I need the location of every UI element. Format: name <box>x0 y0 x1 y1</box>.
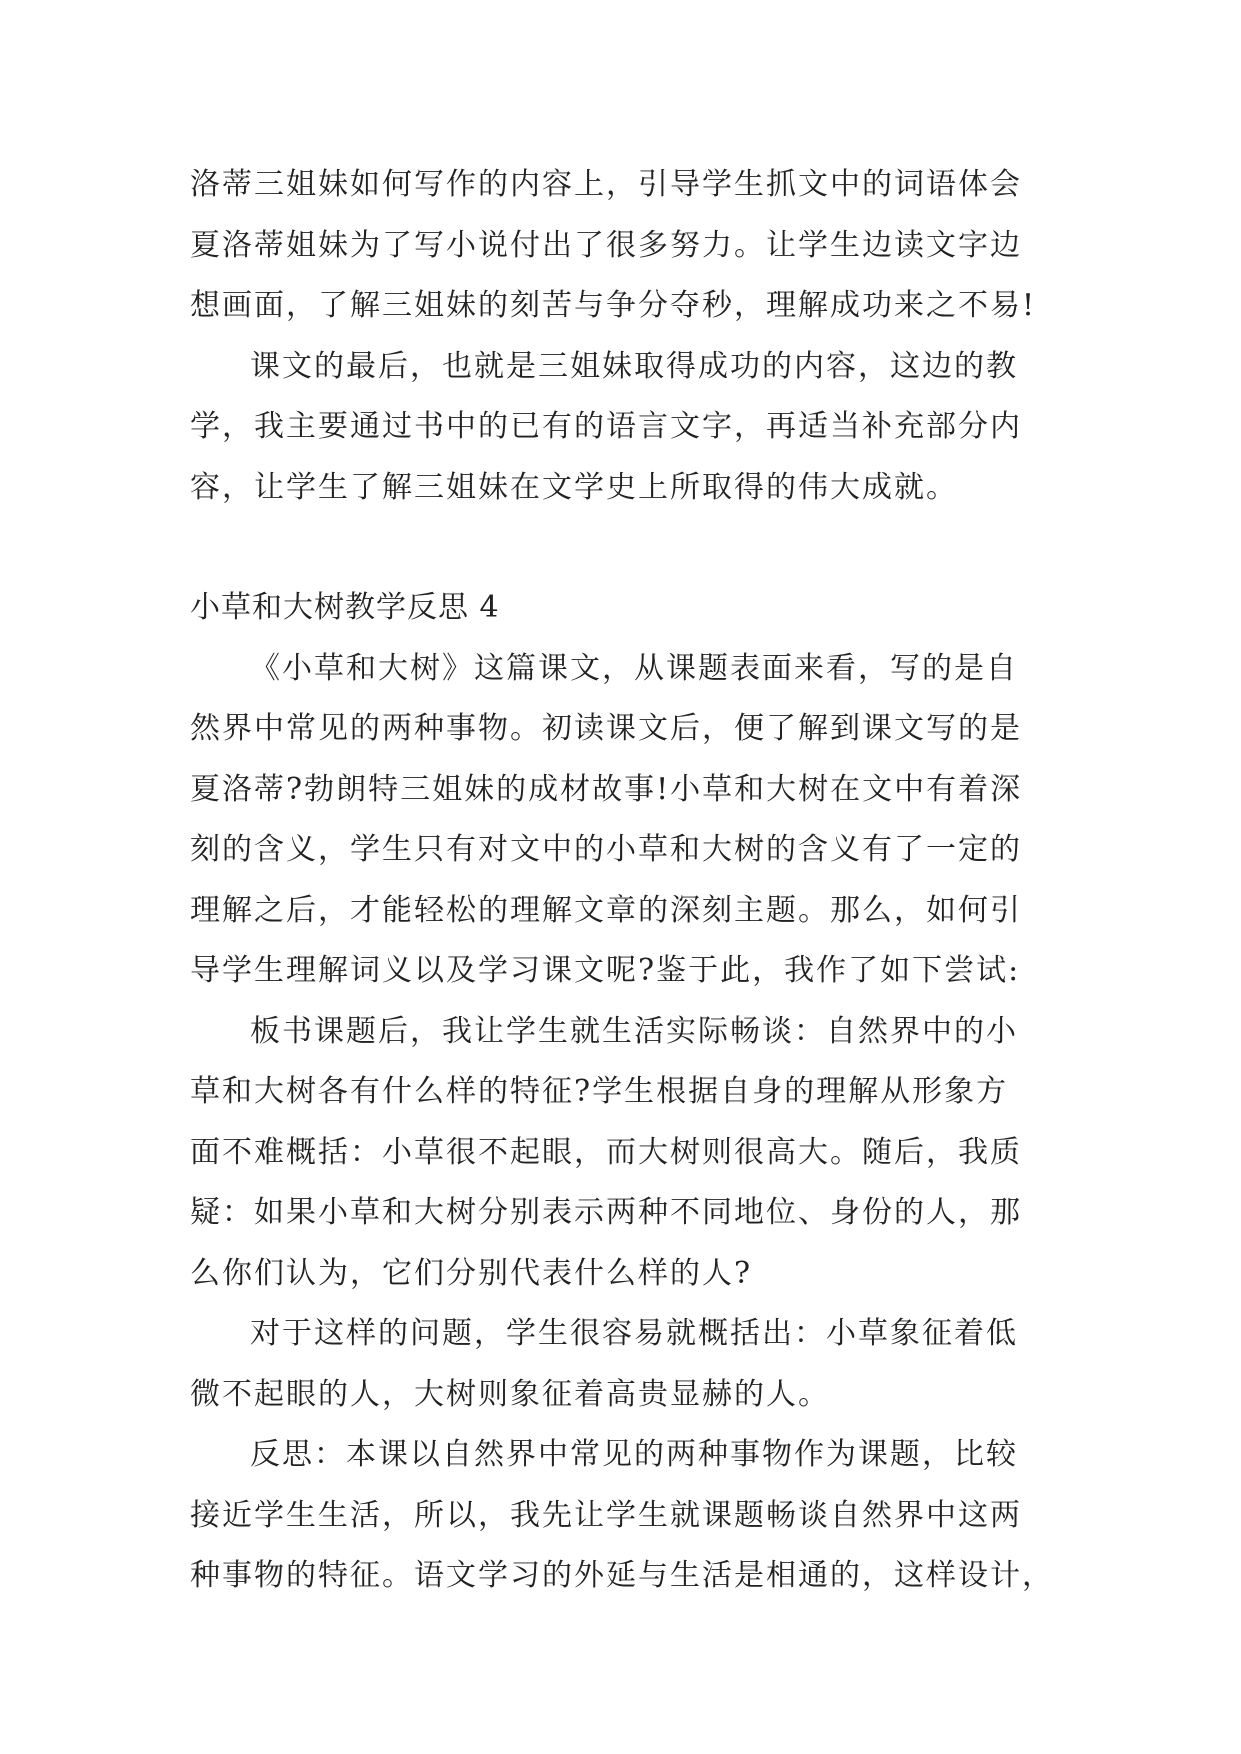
section-heading: 小草和大树教学反思 4 <box>190 590 500 625</box>
text-line: 种事物的特征。语文学习的外延与生活是相通的，这样设计， <box>190 1558 1054 1593</box>
text-line: 导学生理解词义以及学习课文呢?鉴于此，我作了如下尝试: <box>190 953 1021 988</box>
document-body <box>190 155 1054 1607</box>
text-line: 疑：如果小草和大树分别表示两种不同地位、身份的人，那 <box>190 1195 1022 1230</box>
text-line: 学，我主要通过书中的已有的语言文字，再适当补充部分内 <box>190 409 1022 444</box>
text-line: 微不起眼的人，大树则象征着高贵显赫的人。 <box>190 1376 830 1412</box>
text-line: 《小草和大树》这篇课文，从课题表面来看，写的是自 <box>250 650 1018 686</box>
text-line: 接近学生生活，所以，我先让学生就课题畅谈自然界中这两 <box>190 1497 1022 1533</box>
text-line: 反思：本课以自然界中常见的两种事物作为课题，比较 <box>250 1437 1018 1472</box>
text-line: 夏洛蒂姐妹为了写小说付出了很多努力。让学生边读文字边 <box>190 227 1022 263</box>
text-line: 想画面，了解三姐妹的刻苦与争分夺秒，理解成功来之不易! <box>190 288 1037 323</box>
text-line: 然界中常见的两种事物。初读课文后，便了解到课文写的是 <box>190 711 1022 746</box>
text-line: 洛蒂三姐妹如何写作的内容上，引导学生抓文中的词语体会 <box>190 167 1022 202</box>
text-line: 课文的最后，也就是三姐妹取得成功的内容，这边的教 <box>250 348 1018 384</box>
text-line: 草和大树各有什么样的特征?学生根据自身的理解从形象方 <box>190 1074 1009 1109</box>
text-line: 么你们认为，它们分别代表什么样的人? <box>190 1255 753 1291</box>
text-line: 面不难概括：小草很不起眼，而大树则很高大。随后，我质 <box>190 1134 1022 1170</box>
text-line: 容，让学生了解三姐妹在文学史上所取得的伟大成就。 <box>190 469 958 505</box>
text-line: 板书课题后，我让学生就生活实际畅谈：自然界中的小 <box>250 1013 1018 1049</box>
text-line: 刻的含义，学生只有对文中的小草和大树的含义有了一定的 <box>190 832 1022 867</box>
text-line: 理解之后，才能轻松的理解文章的深刻主题。那么，如何引 <box>190 892 1022 928</box>
section-spacer <box>190 518 1050 578</box>
text-line: 夏洛蒂?勃朗特三姐妹的成材故事!小草和大树在文中有着深 <box>190 771 1023 807</box>
text-line: 对于这样的问题，学生很容易就概括出：小草象征着低 <box>250 1316 1018 1351</box>
